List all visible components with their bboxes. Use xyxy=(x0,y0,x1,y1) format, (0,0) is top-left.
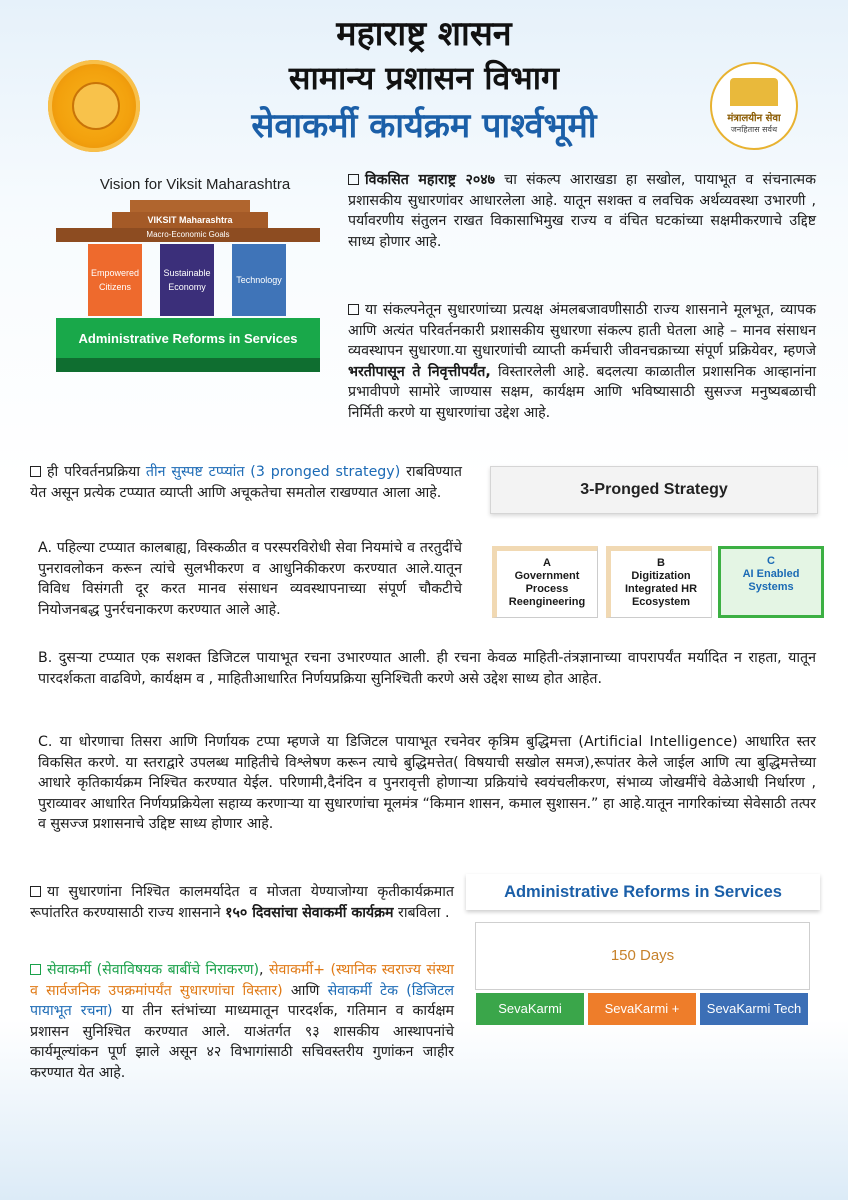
page-title: सेवाकर्मी कार्यक्रम पार्श्वभूमी xyxy=(251,106,597,146)
prong-c-letter: C xyxy=(767,555,775,567)
sevakarmi-tech-badge: SevaKarmi Tech xyxy=(700,993,808,1025)
checkbox-bullet-icon xyxy=(30,964,41,975)
strategy-title: 3-Pronged Strategy xyxy=(490,466,818,514)
paragraph-pillars xyxy=(30,960,454,1083)
ars-days: 150 Days xyxy=(475,922,810,990)
prong-c xyxy=(718,546,824,618)
viksit-bold: विकसित महाराष्ट्र २०४७ xyxy=(365,172,496,188)
p5-sevakarmi-plus: सेवाकर्मी+ (स्थानिक स्वराज्य संस्था व सार्वजनिक उपक्रमांपर्यंत सुधारणांचा विस्तार) xyxy=(30,962,454,999)
p5-sep2: आणि xyxy=(282,982,328,999)
prong-a-letter: A xyxy=(543,557,551,569)
prong-c-label: AI Enabled Systems xyxy=(742,568,800,593)
p1-text: चा संकल्प आराखडा हा सखोल, पायाभूत व संचनात्मक प्रशासकीय सुधारणांवर आधारलेला आहे. यातून सशक्त व लवचिक अर्थव्यवस्था उभारणी , पर्यावरणीय संतुलन राखत विकासाभिमुख राज्य व वंचित घटकांच्या सक्षमीकरणाचे उद्दिष्ट साध्य होणार आहे. xyxy=(348,172,816,250)
header-title-1: महाराष्ट्र शासन xyxy=(336,14,512,54)
ars-title: Administrative Reforms in Services xyxy=(466,874,820,910)
p5-sevakarmi: सेवाकर्मी (सेवाविषयक बाबींचे निराकरण) xyxy=(47,962,260,978)
p2-text2: विस्तारलेली आहे. बदलत्या काळातील प्रशासनिक आव्हानांना प्रभावीपणे सामोरे जाण्यास सक्षम, कार्यक्षम आणि भविष्यासाठी सुसज्ज मनुष्यबळाची निर्मिती करणे या सुधारणांचा उद्देश आहे. xyxy=(348,363,816,421)
p5-text: या तीन स्तंभांच्या माध्यमातून पारदर्शक, गतिमान व कार्यक्षम प्रशासन सुनिश्चित करण्यात आले. याअंतर्गत ९३ शासकीय आस्थापनांचे कार्यमूल्यांकन पूर्ण झाले असून ४२ विभागांसाठी सचिवस्तरीय गुणांकन जाहीर करण्यात येत आहे. xyxy=(30,1003,454,1081)
paragraph-three-phases xyxy=(30,462,462,503)
prong-b-letter: B xyxy=(657,557,665,569)
vision-base: Administrative Reforms in Services xyxy=(56,318,320,360)
checkbox-bullet-icon xyxy=(348,174,359,185)
pillar-empowered: Empowered Citizens xyxy=(88,244,142,316)
p2-bold: भरतीपासून ते निवृत्तीपर्यंत, xyxy=(348,363,491,380)
checkbox-bullet-icon xyxy=(30,886,41,897)
prong-a xyxy=(492,546,598,618)
p4-text1: या सुधारणांना निश्चित कालमर्यादेत व मोजता येण्याजोग्या कृतीकार्यक्रमात रूपांतरित करण्यासाठी राज्य शासनाने xyxy=(30,884,454,921)
paragraph-phase-b: B. दुसऱ्या टप्प्यात एक सशक्त डिजिटल पायाभूत रचना उभारण्यात आली. ही रचना केवळ माहिती-तंत्रज्ञानाच्या वापरापर्यंत मर्यादित न राहता, यातून पारदर्शकता वाढविणे, कार्यक्षम व , माहितीआधारित निर्णयप्रक्रिया सुनिश्चिती करणे असे उद्देश साध्य होत आहेत. xyxy=(38,650,816,687)
paragraph-viksit xyxy=(348,170,816,252)
roof-goals: Macro-Economic Goals xyxy=(56,228,320,242)
prong-b xyxy=(606,546,712,618)
maharashtra-seal-icon xyxy=(48,60,140,152)
logo-text: मंत्रालयीन सेवा xyxy=(727,113,781,124)
p4-text2: राबविला . xyxy=(393,904,450,921)
pillar-sustainable: Sustainable Economy xyxy=(160,244,214,316)
paragraph-phase-a: A. पहिल्या टप्प्यात कालबाह्य, विस्कळीत व परस्परविरोधी सेवा नियमांचे व तरतुदींचे पुनरावलोकन करून त्यांचे सुलभीकरण व आधुनिकीकरण करण्यात आले.यातून विविध विसंगती दूर करत मानव संसाधन व्यवस्थापनाच्या संपूर्ण चौकटीचे नियोजनबद्ध पुनर्रचनाकरण करण्यात आले आहे. xyxy=(38,540,462,618)
roof-viksit: VIKSIT Maharashtra xyxy=(112,212,268,228)
paragraph-150-days xyxy=(30,882,454,923)
header-title-2: सामान्य प्रशासन विभाग xyxy=(288,59,560,97)
checkbox-bullet-icon xyxy=(348,304,359,315)
p3-text2: राबविण्यात येत असून प्रत्येक टप्प्यात व्याप्ती आणि अचूकतेचा समतोल राखण्यात आला आहे. xyxy=(30,464,462,501)
p2-text1: या संकल्पनेतून सुधारणांच्या प्रत्यक्ष अंमलबजावणीसाठी राज्य शासनाने मूलभूत, व्यापक आणि अत्यंत परिवर्तनकारी प्रशासकीय सुधारणा संकल्प हाती घेतला आहे – मानव संसाधन व्यवस्थापन सुधारणा.या सुधारणांची व्याप्ती कर्मचारी जीवनचक्राच्या संपूर्ण प्रक्रियेवर, म्हणजे xyxy=(348,302,816,359)
p5-sep1: , xyxy=(259,962,269,978)
paragraph-phase-c: C. या धोरणाचा तिसरा आणि निर्णायक टप्पा म्हणजे या डिजिटल पायाभूत रचनेवर कृत्रिम बुद्धिमत्ता (Artificial Intelligence) आधारित स्तर विकसित करणे. या स्तराद्वारे उपलब्ध माहितीचे विश्लेषण करून त्याचे बुद्धिमत्तेत( विषयाची सखोल समज),रूपांतर केले जाईल आणि त्या बुद्धिमत्तेच्या आधारे कृतिकार्यक्रम निश्चित करण्यात येईल. परिणामी,दैनंदिन व पुनरावृत्ती होणाऱ्या प्रक्रियांचे स्वयंचलीकरण, संभाव्य जोखमींचे वेळेआधी निर्धारण , पुराव्यावर आधारित निर्णयप्रक्रियेला सहाय्य करणाऱ्या या सुधारणांचा मूलमंत्र “किमान शासन, कमाल सुशासन.” हा आहे.यातून नागरिकांच्या सेवेसाठी तत्पर व सुसज्ज प्रशासनाचे उद्दिष्ट साध्य होणार आहे. xyxy=(38,734,816,832)
sevakarmi-badge: SevaKarmi xyxy=(476,993,584,1025)
p3-text1: ही परिवर्तनप्रक्रिया xyxy=(47,464,146,480)
paragraph-hr-reform xyxy=(348,300,816,423)
prong-b-label: Digitization Integrated HR Ecosystem xyxy=(624,570,698,608)
logo-motto: जनहितास सर्वथ xyxy=(730,125,778,134)
checkbox-bullet-icon xyxy=(30,466,41,477)
pillar-technology: Technology xyxy=(232,244,286,316)
prong-a-label: Government Process Reengineering xyxy=(508,570,586,608)
vision-base-shadow xyxy=(56,358,320,372)
mantralaya-seva-logo xyxy=(710,62,798,150)
vision-title: Vision for Viksit Maharashtra xyxy=(99,176,291,193)
p4-bold: १५० दिवसांचा सेवाकर्मी कार्यक्रम xyxy=(225,904,394,921)
sevakarmi-plus-badge: SevaKarmi + xyxy=(588,993,696,1025)
p3-blue: तीन सुस्पष्ट टप्प्यांत (3 pronged strategy) xyxy=(145,464,401,480)
p5-sevakarmi-tech: सेवाकर्मी टेक (डिजिटल पायाभूत रचना) xyxy=(30,982,455,1019)
